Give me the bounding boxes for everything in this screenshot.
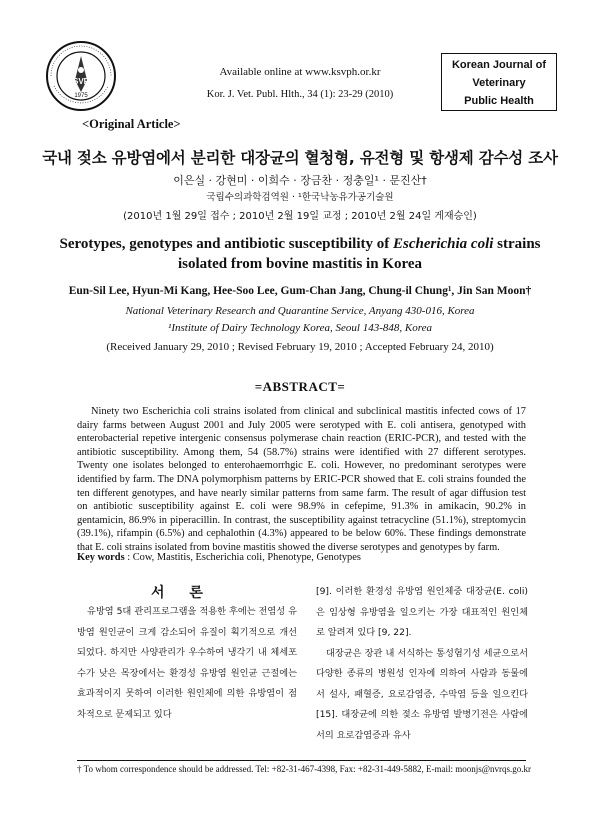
english-title-pre: Serotypes, genotypes and antibiotic susceptibility of <box>59 236 393 252</box>
journal-name-box <box>441 53 557 111</box>
english-title-italic: Escherichia coli <box>392 236 494 252</box>
journal-name-line-1: Korean Journal of <box>451 59 547 71</box>
citation-text: Kor. J. Vet. Publ. Hlth., 34 (1): 23-29 (2010) <box>206 89 394 100</box>
abstract-body <box>77 405 526 555</box>
keywords-line <box>77 552 526 563</box>
english-dates: (Received January 29, 2010 ; Revised February 19, 2010 ; Accepted February 24, 2010) <box>106 341 494 353</box>
correspondence-footnote: † To whom correspondence should be addressed. Tel: +82-31-467-4398, Fax: +82-31-449-5882, E-mail: moonjs@nvrqs.go.kr <box>77 764 532 774</box>
availability-text: Available online at www.ksvph.or.kr <box>219 66 381 78</box>
keywords-list: : Cow, Mastitis, Escherichia coli, Phenotype, Genotypes <box>127 552 361 563</box>
body-left-column <box>77 602 297 725</box>
society-seal-logo <box>45 40 117 112</box>
journal-name-line-2: Veterinary <box>472 77 526 89</box>
keywords-label: Key words <box>77 552 125 563</box>
body-right-column <box>316 582 528 746</box>
english-authors: Eun-Sil Lee, Hyun-Mi Kang, Hee-Soo Lee, Gum-Chan Jang, Chung-il Chung¹, Jin San Moon† <box>68 285 532 297</box>
article-type: <Original Article> <box>82 117 181 131</box>
journal-name-line-3: Public Health <box>464 95 534 107</box>
body-right-paragraph-2: 대장균은 장관 내 서식하는 통성혐기성 세균으로서 다양한 종류의 병원성 인자에 의하여 사람과 동물에서 설사, 패혈증, 요로감염증, 수막염 등을 일으킨다 [15]. 대장균에 의한 젖소 유방염 발병기전은 사람에서의 요로감염증과 유사 <box>316 647 528 741</box>
section-heading-introduction: 서 론 <box>151 585 213 601</box>
abstract-heading: =ABSTRACT= <box>254 379 346 394</box>
english-title-post: strains <box>493 236 541 252</box>
korean-title: 국내 젖소 유방염에서 분리한 대장균의 혈청형, 유전형 및 항생제 감수성 조사 <box>42 149 558 167</box>
korean-affiliation: 국립수의과학검역원 · ¹한국낙농유가공기술원 <box>206 192 394 203</box>
svg-text:KSVPH: KSVPH <box>67 77 95 86</box>
english-affiliation-2: ¹Institute of Dairy Technology Korea, Seoul 143-848, Korea <box>168 322 432 334</box>
body-right-paragraph-1: [9]. 이러한 환경성 유방염 원인체중 대장균(E. coli)은 임상형 유방염을 일으키는 가장 대표적인 원인체로 알려져 있다 [9, 22]. <box>316 586 528 638</box>
abstract-text: Ninety two Escherichia coli strains isolated from clinical and subclinical mastitis infected cows of 17 dairy farms between August 2001 and July 2005 were serotyped with E. coli antisera, genotyped with enterobacterial repetive intergenic consensus polymerase chain reaction (ERIC-PCR), and tested with the antibiotic susceptibility. Among them, 54 (58.7%) strains were identified with 27 different serotypes. Twenty one isolates belonged to enterohaemorrhgic E. coli. However, no predominant serotypes were identified by farm. The DNA polymorphism patterns by ERIC-PCR showed that E. coli strains founded the ten different genotypes, and have nearly similar patterns from same farm. The result of agar diffusion test on antibiotic susceptibility against E. coli were 98.9% in cefepime, 91.3% in amikacin, 90.2% in gentamicin, 86.9% in piperacillin. In contrast, the susceptibility against tetracycline (51.1%), streptomycin (39.1%), rifampin (6.5%) and cephalothin (4.3%) appeared to be below 60%. These findings demonstrate that E. coli strains isolated from bovine mastitis showed the diverse serotypes and genotypes by farm. <box>77 406 526 553</box>
english-title <box>0 234 600 274</box>
footnote-divider <box>77 760 526 761</box>
english-affiliation-1: National Veterinary Research and Quarantine Service, Anyang 430-016, Korea <box>125 305 475 317</box>
korean-dates: (2010년 1월 29일 접수 ; 2010년 2월 19일 교정 ; 2010년 2월 24일 게재승인) <box>123 211 477 222</box>
body-left-paragraph: 유방염 5대 관리프로그램을 적용한 후에는 전염성 유방염 원인균이 크게 감소되어 유질이 획기적으로 개선되었다. 하지만 사양관리가 우수하여 냉각기 내 체세포수가 낮은 목장에서는 환경성 유방염 원인균 근절에는 효과적이지 못하여 이러한 원인체에 의한 유방염이 점차적으로 문제되고 있다 <box>77 606 297 720</box>
svg-text:1975: 1975 <box>74 93 88 99</box>
english-title-line-2: isolated from bovine mastitis in Korea <box>177 256 423 272</box>
korean-authors: 이은실 · 강현미 · 이희수 · 장금찬 · 정충일¹ · 문진산† <box>173 174 427 187</box>
